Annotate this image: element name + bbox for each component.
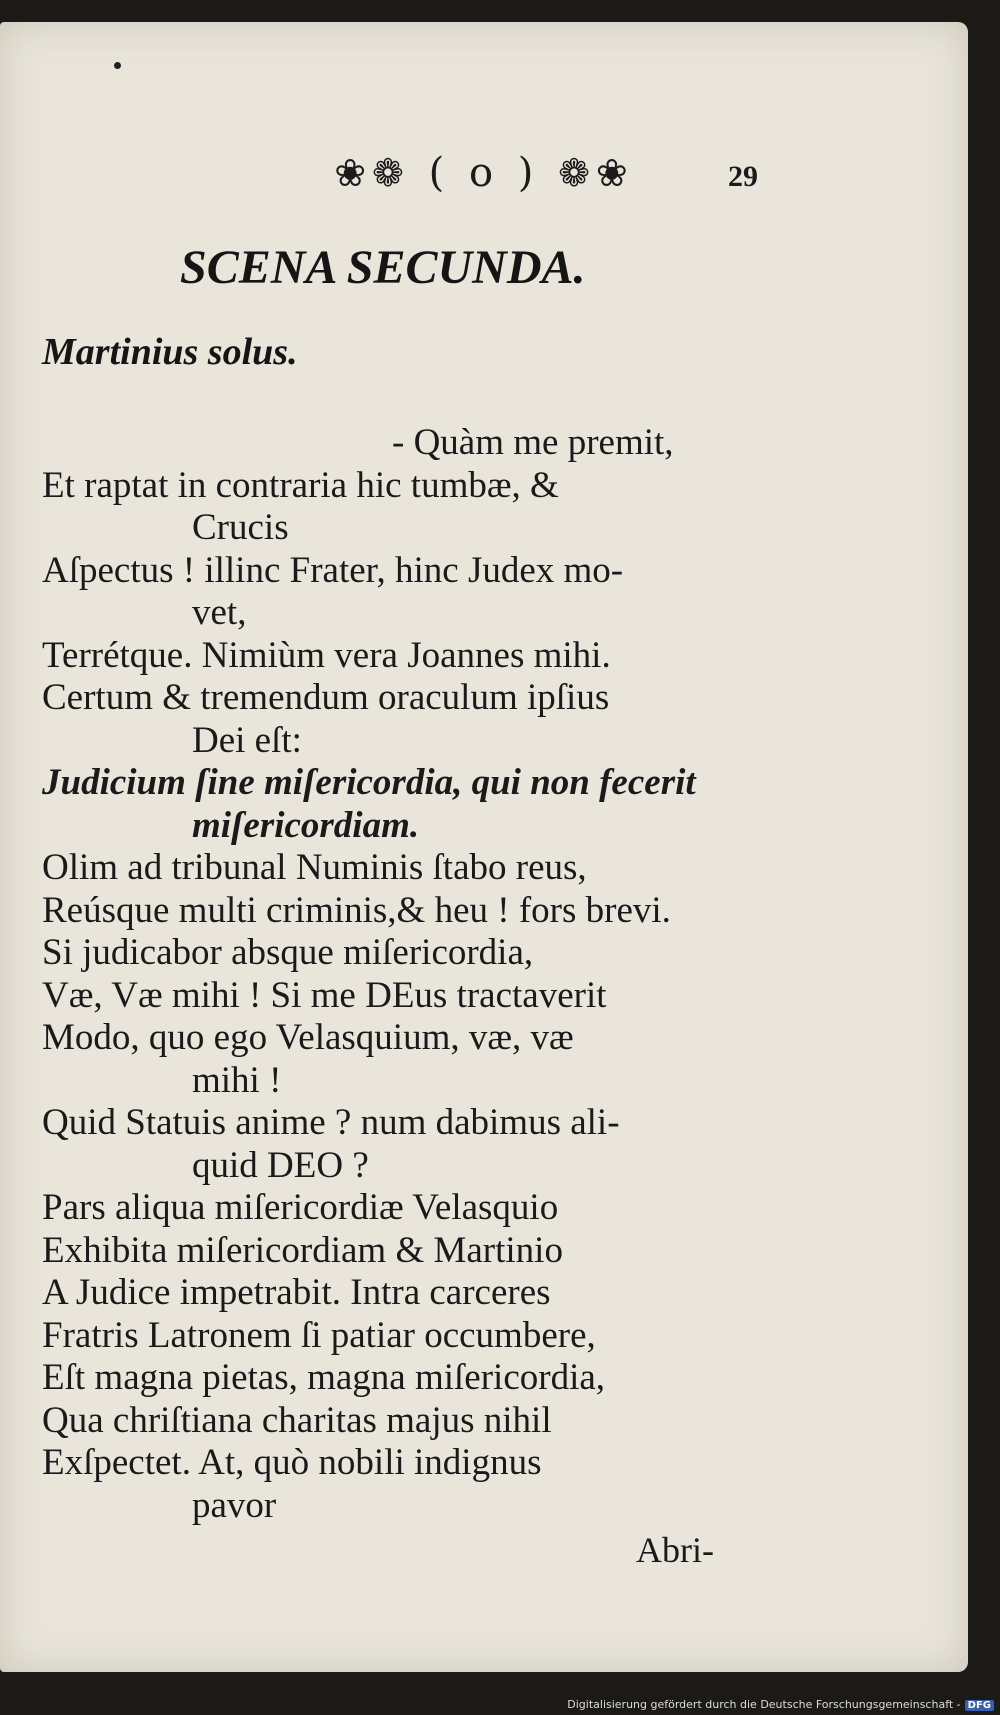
verse-line: Terrétque. Nimiùm vera Joannes mihi.: [42, 634, 611, 676]
verse-line: miſericordiam.: [192, 804, 420, 846]
verse-line: Et raptat in contraria hic tumbæ, &: [42, 464, 559, 506]
verse-line: - Quàm me premit,: [392, 422, 674, 463]
scene-title: SCENA SECUNDA.: [180, 241, 586, 294]
verse-line: vet,: [192, 592, 247, 633]
ornament-center: ( o ): [428, 150, 540, 196]
verse-line: A Judice impetrabit. Intra carceres: [42, 1272, 551, 1313]
credit-text: Digitalisierung gefördert durch die Deutsche Forschungsgemeinschaft -: [567, 1698, 961, 1711]
book-page: [0, 22, 968, 1672]
verse-line: pavor: [192, 1484, 277, 1526]
verse-line: Exſpectet. At, quò nobili indignus: [42, 1442, 542, 1483]
verse-line: Quid Statuis anime ? num dabimus ali-: [42, 1102, 620, 1143]
verse-line: Væ, Væ mihi ! Si me DEus tractaverit: [42, 974, 607, 1016]
verse-line: mihi !: [192, 1059, 282, 1101]
verse-line: Qua chriſtiana charitas majus nihil: [42, 1399, 552, 1441]
catchword: Abri-: [636, 1530, 714, 1570]
verse-line: quid DEO ?: [192, 1144, 369, 1186]
ornament-left: ❀❁: [334, 151, 410, 195]
verse-line: Crucis: [192, 507, 289, 548]
speaker-heading: Martinius solus.: [42, 331, 298, 373]
verse-line: Judicium ſine miſericordia, qui non fecerit: [42, 762, 696, 803]
ink-spot: [114, 62, 121, 69]
ornament-right: ❁❀: [558, 151, 634, 195]
verse-line: Olim ad tribunal Numinis ſtabo reus,: [42, 847, 587, 888]
verse-line: Reúsque multi criminis,& heu ! fors brevi.: [42, 889, 671, 931]
page-number: 29: [728, 160, 758, 193]
verse-line: Aſpectus ! illinc Frater, hinc Judex mo-: [42, 549, 624, 591]
verse-line: Certum & tremendum oraculum ipſius: [42, 677, 610, 718]
verse-line: Pars aliqua miſericordiæ Velasquio: [42, 1187, 559, 1228]
verse-line: Exhibita miſericordiam & Martinio: [42, 1229, 563, 1271]
verse-text: [42, 422, 782, 1527]
verse-line: Si judicabor absque miſericordia,: [42, 932, 534, 973]
verse-line: Eſt magna pietas, magna miſericordia,: [42, 1357, 606, 1398]
page-header-ornament: [0, 150, 968, 196]
digitization-credit: [567, 1698, 994, 1711]
verse-line: Fratris Latronem ſi patiar occumbere,: [42, 1314, 596, 1356]
verse-line: Dei eſt:: [192, 719, 302, 761]
verse-line: Modo, quo ego Velasquium, væ, væ: [42, 1017, 574, 1058]
dfg-logo: DFG: [965, 1700, 994, 1711]
